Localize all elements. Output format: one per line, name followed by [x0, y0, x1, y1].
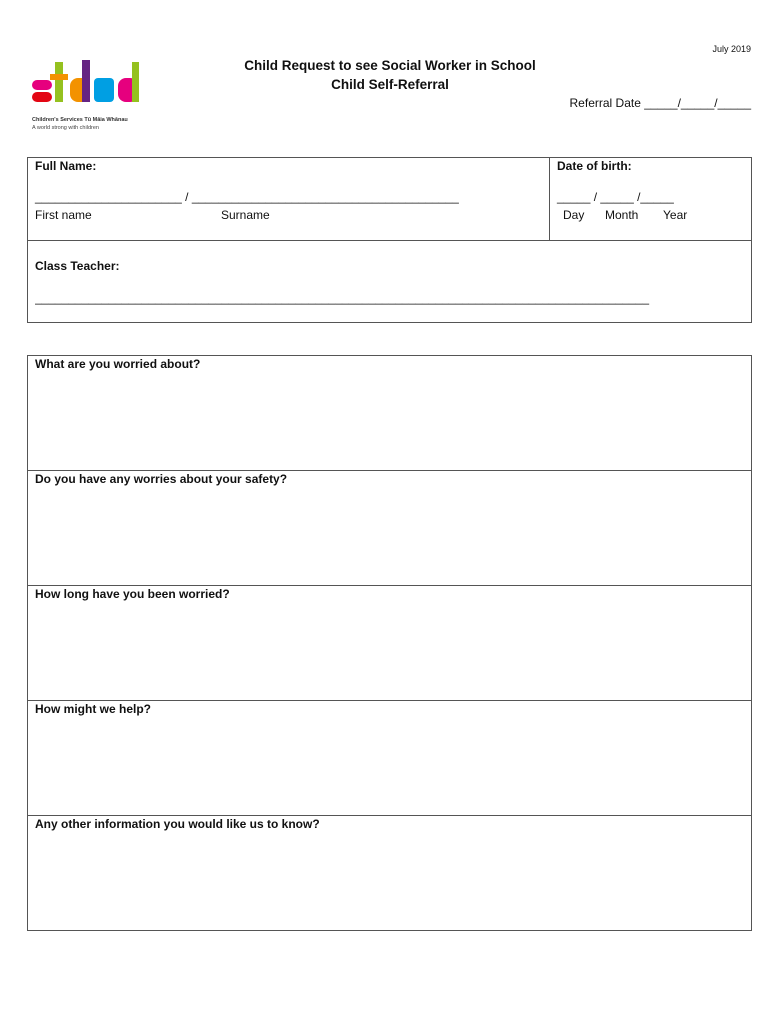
- details-separator: [27, 240, 752, 241]
- question-worried-about: What are you worried about?: [35, 357, 201, 371]
- details-divider: [549, 157, 550, 241]
- dob-year-caption: Year: [663, 208, 688, 222]
- document-subtitle: Child Self-Referral: [331, 77, 449, 92]
- question-separator: [27, 815, 752, 816]
- answer-how-help[interactable]: [28, 721, 751, 814]
- document-title: Child Request to see Social Worker in School: [244, 58, 536, 73]
- question-safety: Do you have any worries about your safety?: [35, 472, 288, 486]
- first-name-caption: First name: [35, 208, 92, 222]
- dob-month-caption: Month: [605, 208, 639, 222]
- question-how-long: How long have you been worried?: [35, 587, 230, 601]
- class-teacher-field[interactable]: ____________________________________________________________________________________________: [35, 291, 649, 305]
- question-other-info: Any other information you would like us to know?: [35, 817, 320, 831]
- surname-caption: Surname: [221, 208, 270, 222]
- referral-date-field[interactable]: Referral Date _____/_____/_____: [569, 96, 751, 110]
- logo-tagline: Children's Services Tū Māia Whānau: [32, 117, 128, 123]
- dob-field[interactable]: _____ / _____ /_____: [557, 190, 674, 204]
- logo-subtagline: A world strong with children: [32, 125, 99, 131]
- version-date: July 2019: [712, 44, 751, 54]
- answer-how-long[interactable]: [28, 606, 751, 699]
- dob-day-caption: Day: [563, 208, 585, 222]
- class-teacher-label: Class Teacher:: [35, 259, 120, 273]
- question-separator: [27, 700, 752, 701]
- dob-label: Date of birth:: [557, 159, 632, 173]
- answer-worried-about[interactable]: [28, 376, 751, 469]
- full-name-label: Full Name:: [35, 159, 97, 173]
- answer-safety[interactable]: [28, 491, 751, 584]
- question-how-help: How might we help?: [35, 702, 151, 716]
- question-separator: [27, 470, 752, 471]
- answer-other-info[interactable]: [28, 836, 751, 929]
- question-separator: [27, 585, 752, 586]
- full-name-field[interactable]: ______________________ / ________________________________________: [35, 190, 459, 204]
